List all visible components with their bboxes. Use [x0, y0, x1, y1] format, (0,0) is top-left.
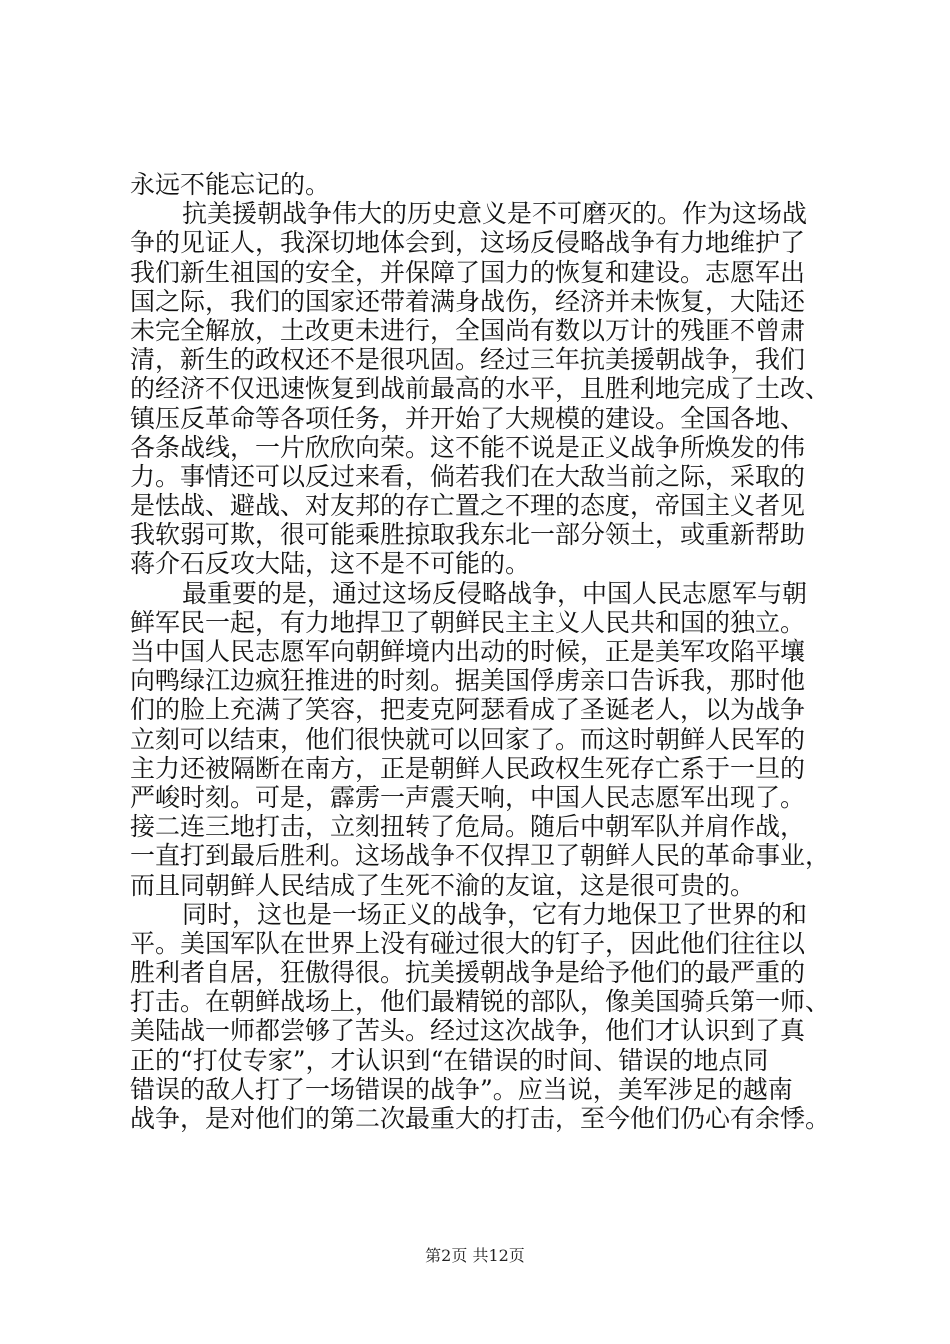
text-line: 最重要的是，通过这场反侵略战争，中国人民志愿军与朝 — [182, 578, 808, 608]
text-line: 打击。在朝鲜战场上，他们最精锐的部队，像美国骑兵第一师、 — [130, 987, 831, 1017]
text-line: 接二连三地打击，立刻扭转了危局。随后中朝军队并肩作战， — [130, 812, 806, 842]
text-line: 力。事情还可以反过来看，倘若我们在大敌当前之际，采取的 — [130, 461, 806, 491]
text-line: 美陆战一师都尝够了苦头。经过这次战争，他们才认识到了真 — [130, 1016, 806, 1046]
text-line: 我软弱可欺，很可能乘胜掠取我东北一部分领土，或重新帮助 — [130, 520, 806, 550]
text-line: 未完全解放，土改更未进行，全国尚有数以万计的残匪不曾肃 — [130, 315, 806, 345]
text-line: 立刻可以结束，他们很快就可以回家了。而这时朝鲜人民军的 — [130, 724, 806, 754]
text-line: 平。美国军队在世界上没有碰过很大的钉子，因此他们往往以 — [130, 928, 806, 958]
text-line: 胜利者自居，狂傲得很。抗美援朝战争是给予他们的最严重的 — [130, 958, 806, 988]
text-line: 战争，是对他们的第二次最重大的打击，至今他们仍心有余悸。 — [130, 1104, 831, 1133]
text-line: 清，新生的政权还不是很巩固。经过三年抗美援朝战争，我们 — [130, 345, 806, 375]
text-line: 争的见证人，我深切地体会到，这场反侵略战争有力地维护了 — [130, 228, 806, 258]
page-number-footer: 第2页 共12页 — [425, 1246, 525, 1265]
text-line: 正的“打仗专家”，才认识到“在错误的时间、错误的地点同 — [130, 1045, 769, 1075]
text-line: 主力还被隔断在南方，正是朝鲜人民政权生死存亡系于一旦的 — [130, 753, 806, 783]
text-line: 蒋介石反攻大陆，这不是不可能的。 — [130, 549, 531, 579]
text-line: 是怯战、避战、对友邦的存亡置之不理的态度，帝国主义者见 — [130, 491, 806, 521]
text-line: 同时，这也是一场正义的战争，它有力地保卫了世界的和 — [182, 899, 808, 929]
text-line: 一直打到最后胜利。这场战争不仅捍卫了朝鲜人民的革命事业， — [130, 841, 831, 871]
text-line: 而且同朝鲜人民结成了生死不渝的友谊，这是很可贵的。 — [130, 870, 756, 900]
text-line: 抗美援朝战争伟大的历史意义是不可磨灭的。作为这场战 — [182, 199, 808, 229]
text-line: 各条战线，一片欣欣向荣。这不能不说是正义战争所焕发的伟 — [130, 432, 806, 462]
text-line: 镇压反革命等各项任务，并开始了大规模的建设。全国各地、 — [130, 403, 806, 433]
text-line: 我们新生祖国的安全，并保障了国力的恢复和建设。志愿军出 — [130, 257, 806, 287]
text-line: 错误的敌人打了一场错误的战争”。应当说，美军涉足的越南 — [130, 1074, 793, 1104]
text-line: 鲜军民一起，有力地捍卫了朝鲜民主主义人民共和国的独立。 — [130, 607, 806, 637]
text-line: 国之际，我们的国家还带着满身战伤，经济并未恢复，大陆还 — [130, 286, 806, 316]
text-line: 们的脸上充满了笑容，把麦克阿瑟看成了圣诞老人，以为战争 — [130, 695, 806, 725]
text-line: 永远不能忘记的。 — [130, 170, 331, 199]
text-line: 严峻时刻。可是，霹雳一声震天响，中国人民志愿军出现了。 — [130, 782, 806, 812]
body-text — [130, 170, 830, 1133]
text-line: 当中国人民志愿军向朝鲜境内出动的时候，正是美军攻陷平壤 — [130, 637, 806, 666]
text-line: 向鸭绿江边疯狂推进的时刻。据美国俘虏亲口告诉我，那时他 — [130, 666, 806, 696]
text-line: 的经济不仅迅速恢复到战前最高的水平，且胜利地完成了土改、 — [130, 374, 831, 404]
